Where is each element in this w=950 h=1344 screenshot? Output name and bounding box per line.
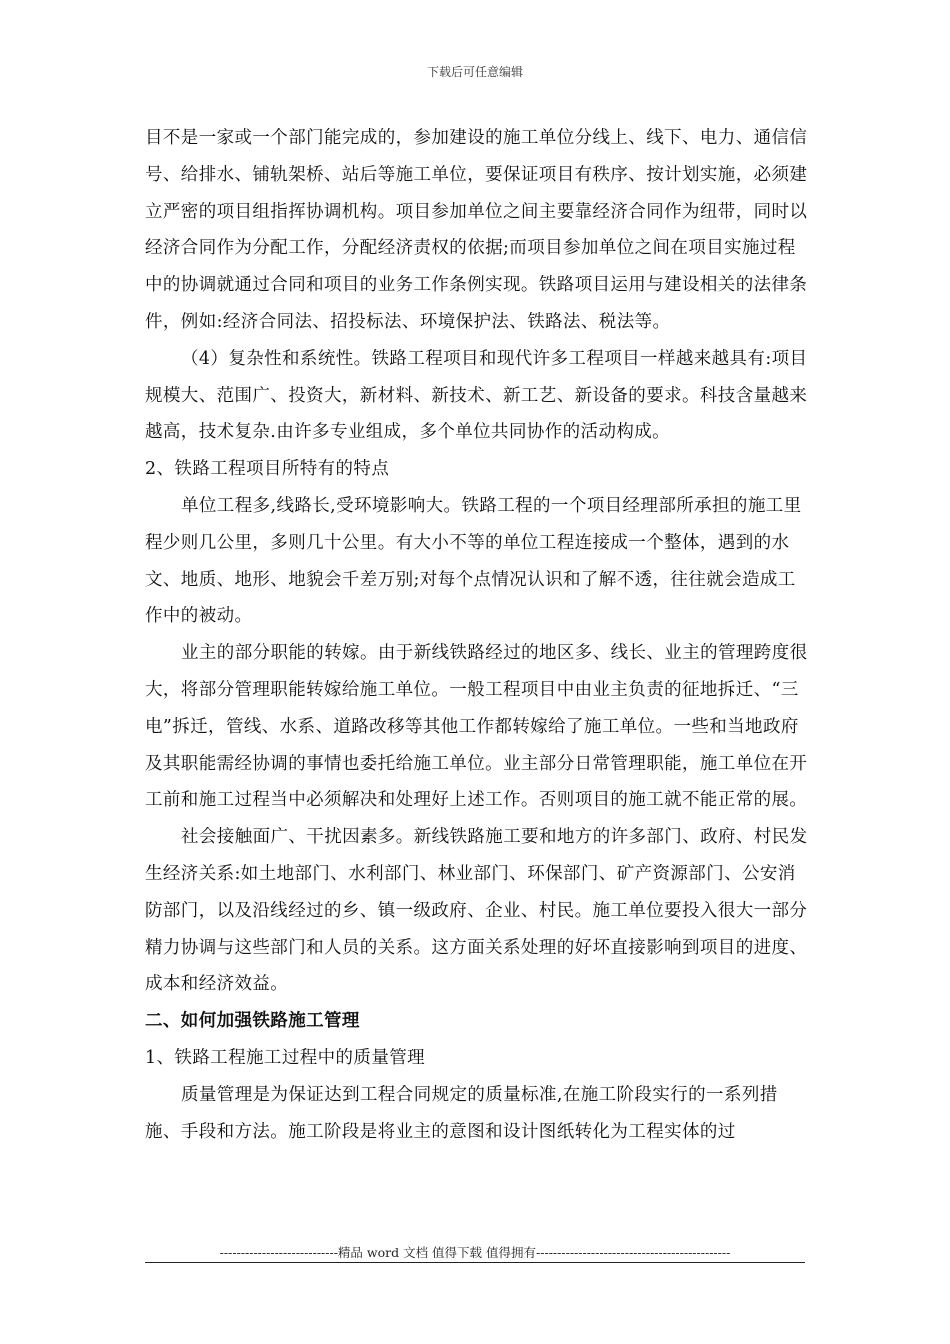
section-heading: 2、铁路工程项目所特有的特点: [145, 459, 390, 480]
section-heading: 1、铁路工程施工过程中的质量管理: [145, 1047, 426, 1068]
page-footer: ----------------------------精品 word 文档 值得下载 值得拥有----------------------------------------------: [219, 1245, 731, 1260]
page-header: 下载后可任意编辑: [426, 65, 523, 79]
paragraph: 目不是一家或一个部门能完成的，参加建设的施工单位分线上、线下、电力、通信信号、给排水、铺轨架桥、站后等施工单位，要保证项目有秩序、按计划实施，必须建立严密的项目组指挥协调机构。项目参加单位之间主要靠经济合同作为纽带，同时以经济合同作为分配工作，分配经济责权的依据;而项目参加单位之间在项目实施过程中的协调就通过合同和项目的业务工作条例实现。铁路项目运用与建设相关的法律条件，例如:经济合同法、招投标法、环境保护法、铁路法、税法等。: [145, 128, 808, 332]
paragraph: 业主的部分职能的转嫁。由于新线铁路经过的地区多、线长、业主的管理跨度很大，将部分管理职能转嫁给施工单位。一般工程项目中由业主负责的征地拆迁、“三电”拆迁，管线、水系、道路改移等其他工作都转嫁给了施工单位。一些和当地政府及其职能需经协调的事情也委托给施工单位。业主部分日常管理职能，施工单位在开工前和施工过程当中必须解决和处理好上述工作。否则项目的施工就不能正常的展。: [145, 643, 808, 811]
chapter-heading: 二、如何加强铁路施工管理: [145, 1011, 360, 1032]
paragraph: 单位工程多,线路长,受环境影响大。铁路工程的一个项目经理部所承担的施工里程少则几公里，多则几十公里。有大小不等的单位工程连接成一个整体，遇到的水文、地质、地形、地貌会千差万别;对每个点情况认识和了解不透，往往就会造成工作中的被动。: [145, 495, 802, 627]
paragraph: （4）复杂性和系统性。铁路工程项目和现代许多工程项目一样越来越具有:项目规模大、范围广、投资大，新材料、新技术、新工艺、新设备的要求。科技含量越来越高，技术复杂.由许多专业组成，多个单位共同协作的活动构成。: [145, 348, 808, 443]
paragraph: 质量管理是为保证达到工程合同规定的质量标准,在施工阶段实行的一系列措施、手段和方法。施工阶段是将业主的意图和设计图纸转化为工程实体的过: [145, 1084, 778, 1142]
document-body: [145, 120, 813, 1150]
paragraph: 社会接触面广、干扰因素多。新线铁路施工要和地方的许多部门、政府、村民发生经济关系:如土地部门、水利部门、林业部门、环保部门、矿产资源部门、公安消防部门，以及沿线经过的乡、镇一级政府、企业、村民。施工单位要投入很大一部分精力协调与这些部门和人员的关系。这方面关系处理的好坏直接影响到项目的进度、成本和经济效益。: [145, 827, 808, 995]
footer-divider: [145, 1262, 805, 1263]
